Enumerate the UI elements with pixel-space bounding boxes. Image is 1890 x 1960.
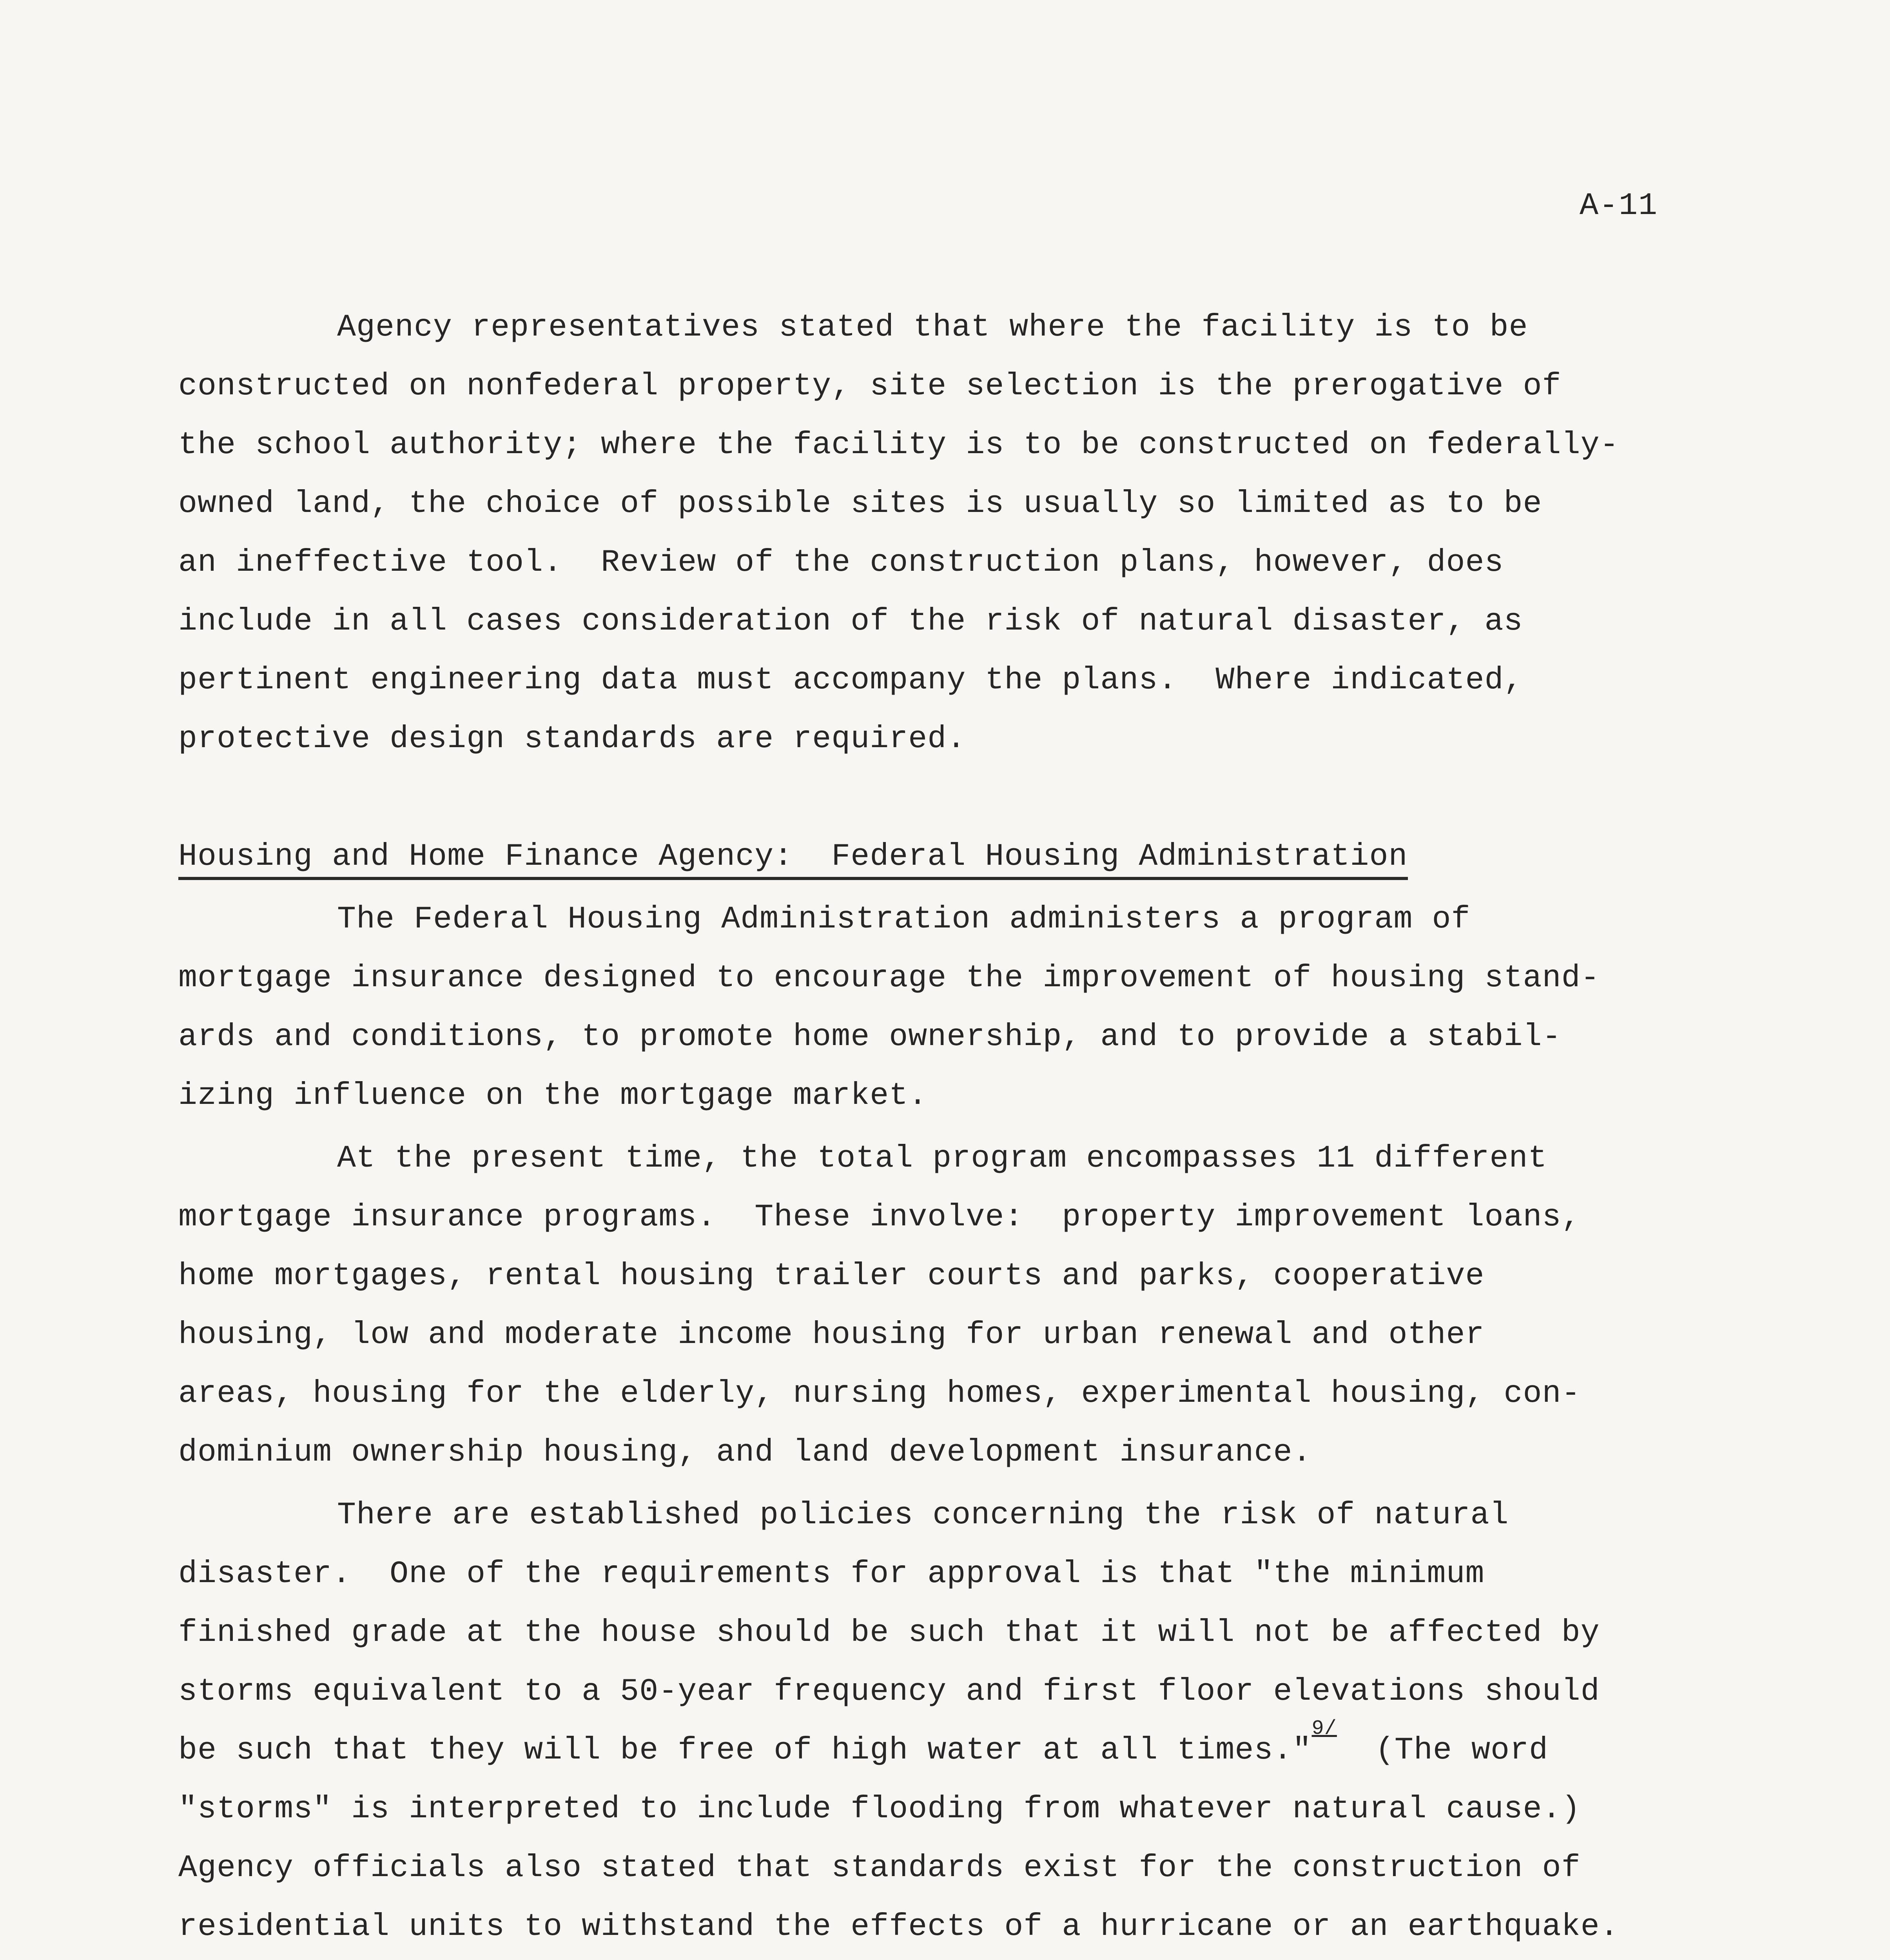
- section-heading-fha: Housing and Home Finance Agency: Federal Housing Administration: [178, 839, 1408, 880]
- text-line: pertinent engineering data must accompany the plans. Where indicated,: [178, 662, 1523, 698]
- text-line: At the present time, the total program encompasses 11 different: [337, 1141, 1547, 1176]
- text-line: "storms" is interpreted to include flooding from whatever natural cause.): [178, 1791, 1581, 1827]
- footnote-reference: 9/: [1311, 1717, 1337, 1740]
- text-line: areas, housing for the elderly, nursing homes, experimental housing, con-: [178, 1376, 1581, 1412]
- text-line: dominium ownership housing, and land development insurance.: [178, 1435, 1312, 1470]
- text-line: mortgage insurance designed to encourage the improvement of housing stand-: [178, 960, 1600, 996]
- text-line: include in all cases consideration of the risk of natural disaster, as: [178, 604, 1523, 639]
- text-line: residential units to withstand the effects of a hurricane or an earthquake.: [178, 1909, 1619, 1945]
- text-line: owned land, the choice of possible sites is usually so limited as to be: [178, 486, 1542, 522]
- text-line: Agency officials also stated that standards exist for the construction of: [178, 1850, 1581, 1886]
- text-line: The Federal Housing Administration administers a program of: [337, 902, 1471, 937]
- text-line: finished grade at the house should be such that it will not be affected by: [178, 1615, 1600, 1651]
- text-line: home mortgages, rental housing trailer courts and parks, cooperative: [178, 1258, 1485, 1294]
- text-line: an ineffective tool. Review of the construction plans, however, does: [178, 545, 1504, 581]
- text-line: ards and conditions, to promote home ownership, and to provide a stabil-: [178, 1019, 1562, 1055]
- text-line: constructed on nonfederal property, site selection is the prerogative of: [178, 368, 1562, 404]
- page-number: A-11: [1580, 188, 1658, 224]
- text-line: housing, low and moderate income housing for urban renewal and other: [178, 1317, 1485, 1353]
- text-line: Agency representatives stated that where the facility is to be: [337, 310, 1528, 345]
- text-line: protective design standards are required.: [178, 721, 966, 757]
- text-line: storms equivalent to a 50-year frequency and first floor elevations should: [178, 1674, 1600, 1710]
- text-line: the school authority; where the facility is to be constructed on federally-: [178, 427, 1619, 463]
- text-line: [178, 1717, 1548, 1768]
- text-fragment: (The word: [1337, 1733, 1548, 1768]
- text-line: izing influence on the mortgage market.: [178, 1078, 928, 1114]
- text-line: disaster. One of the requirements for approval is that "the minimum: [178, 1556, 1485, 1592]
- text-line: There are established policies concerning the risk of natural: [337, 1497, 1509, 1533]
- text-line: mortgage insurance programs. These involve: property improvement loans,: [178, 1200, 1581, 1235]
- text-fragment: be such that they will be free of high water at all times.": [178, 1733, 1312, 1768]
